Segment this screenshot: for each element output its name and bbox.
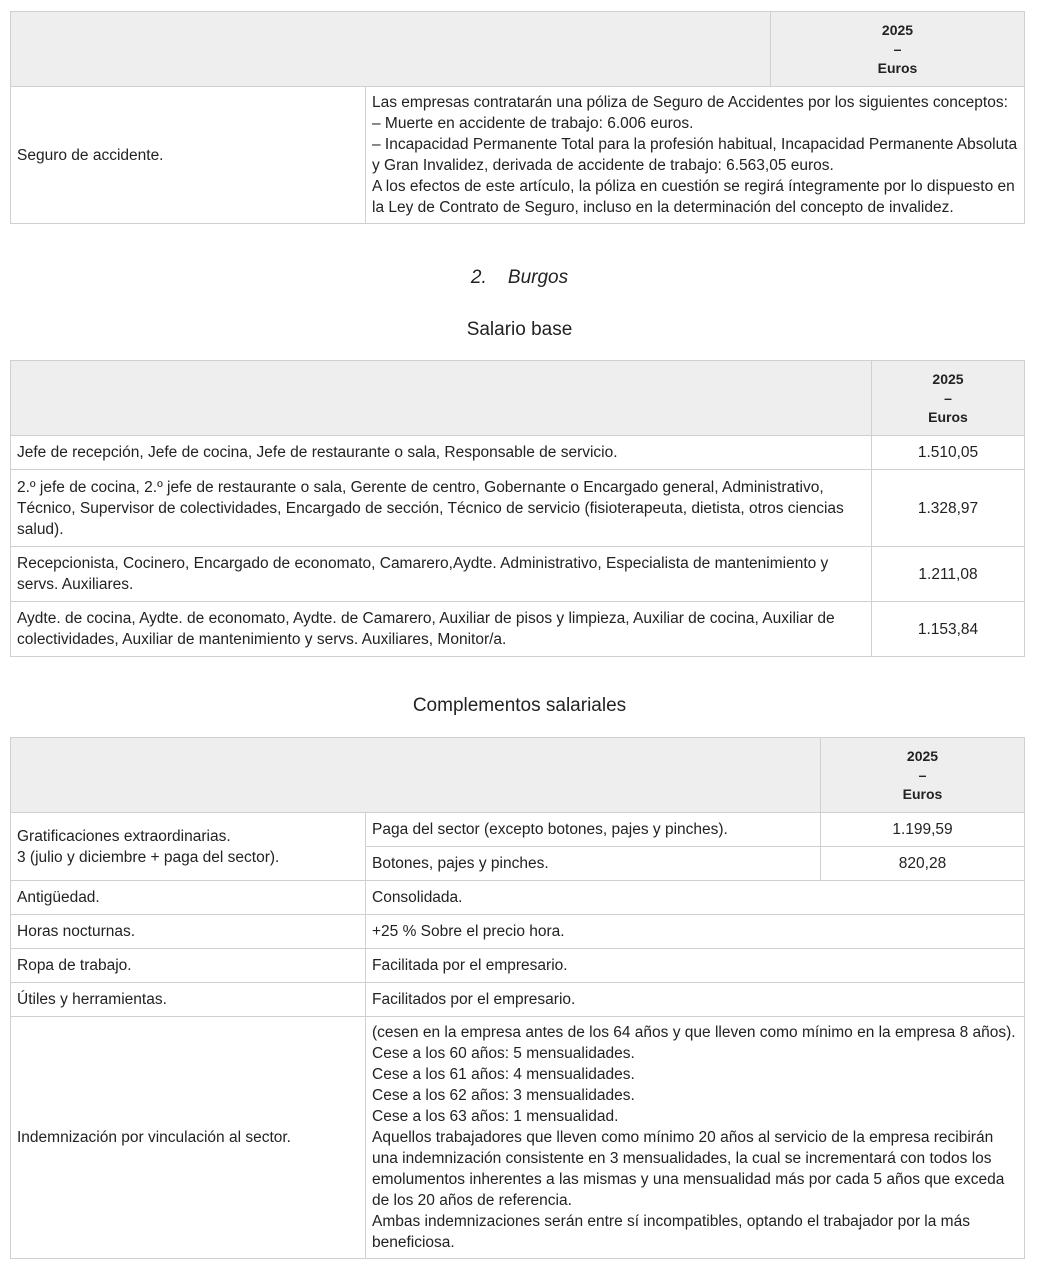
row-value: Facilitada por el empresario. — [366, 949, 1025, 983]
table-row — [11, 881, 1025, 915]
header-blank-cell — [11, 361, 872, 436]
row-value: Facilitados por el empresario. — [366, 983, 1025, 1017]
value-cell: 1.328,97 — [872, 470, 1025, 547]
table-row — [11, 1017, 1025, 1259]
category-cell: Jefe de recepción, Jefe de cocina, Jefe de restaurante o sala, Responsable de servicio. — [11, 436, 872, 470]
table-row — [11, 436, 1025, 470]
indemnizacion-description: (cesen en la empresa antes de los 64 años y que lleven como mínimo en la empresa 8 años). Cese a los 60 años: 5 mensualidades. Cese a los 61 años: 4 mensualidades. Cese a los 62 años: 3 mensualidades. Cese a los 63 años: 1 mensualidad. Aquellos trabajadores que lleven como mínimo 20 años al servicio de la empresa recibirán una indemnización consistente en 3 mensualidades, la cual se incrementará con todos los emolumentos inherentes a las mismas y una mensualidad más por cada 5 años que exceda de los 20 años de referencia. Ambas indemnizaciones serán entre sí incompatibles, optando el trabajador por la más beneficiosa. — [366, 1017, 1025, 1259]
section-heading: 2. Burgos — [470, 267, 569, 288]
table-row — [11, 915, 1025, 949]
sub-label-cell: Paga del sector (excepto botones, pajes y pinches). — [366, 813, 821, 847]
table-row — [11, 547, 1025, 602]
header-blank-cell — [11, 12, 771, 87]
row-value: +25 % Sobre el precio hora. — [366, 915, 1025, 949]
category-cell: Recepcionista, Cocinero, Encargado de economato, Camarero,Aydte. Administrativo, Especialista de mantenimiento y servs. Auxiliares. — [11, 547, 872, 602]
value-cell: 1.199,59 — [821, 813, 1025, 847]
table-row — [11, 470, 1025, 547]
header-year-cell: 2025 – Euros — [872, 361, 1025, 436]
salario-base-table — [10, 360, 1025, 657]
table-row — [11, 983, 1025, 1017]
category-cell: 2.º jefe de cocina, 2.º jefe de restaurante o sala, Gerente de centro, Gobernante o Encargado general, Administrativo, Técnico, Supervisor de colectividades, Encargado de sección, Técnico de servicio (fisioterapeuta, dietista, otros ciencias salud). — [11, 470, 872, 547]
value-cell: 820,28 — [821, 847, 1025, 881]
table-row — [11, 87, 1025, 224]
row-label: Horas nocturnas. — [11, 915, 366, 949]
gratificaciones-label: Gratificaciones extraordinarias. 3 (julio y diciembre + paga del sector). — [11, 813, 366, 881]
table-row — [11, 602, 1025, 657]
row-label: Útiles y herramientas. — [11, 983, 366, 1017]
value-cell: 1.211,08 — [872, 547, 1025, 602]
value-cell: 1.153,84 — [872, 602, 1025, 657]
header-year-cell: 2025 – Euros — [821, 738, 1025, 813]
header-blank-cell — [11, 738, 821, 813]
row-label: Antigüedad. — [11, 881, 366, 915]
row-label: Seguro de accidente. — [11, 87, 366, 224]
salario-base-title: Salario base — [466, 319, 573, 340]
row-value: Consolidada. — [366, 881, 1025, 915]
complementos-title: Complementos salariales — [412, 695, 627, 716]
table-row — [11, 949, 1025, 983]
seguro-accidente-table — [10, 11, 1025, 224]
category-cell: Aydte. de cocina, Aydte. de economato, Aydte. de Camarero, Auxiliar de pisos y limpieza, Auxiliar de cocina, Auxiliar de colectividades, Auxiliar de mantenimiento y servs. Auxiliares, Monitor/a. — [11, 602, 872, 657]
table-header-row — [11, 12, 1025, 87]
row-label: Ropa de trabajo. — [11, 949, 366, 983]
indemnizacion-label: Indemnización por vinculación al sector. — [11, 1017, 366, 1259]
header-year-cell: 2025 – Euros — [771, 12, 1025, 87]
table-row — [11, 813, 1025, 847]
table-header-row — [11, 738, 1025, 813]
sub-label-cell: Botones, pajes y pinches. — [366, 847, 821, 881]
table-header-row — [11, 361, 1025, 436]
value-cell: 1.510,05 — [872, 436, 1025, 470]
complementos-table — [10, 737, 1025, 1259]
row-description: Las empresas contratarán una póliza de Seguro de Accidentes por los siguientes conceptos: – Muerte en accidente de trabajo: 6.006 euros. – Incapacidad Permanente Total para la profesión habitual, Incapacidad Permanente Absoluta y Gran Invalidez, derivada de accidente de trabajo: 6.563,05 euros. A los efectos de este artículo, la póliza en cuestión se regirá íntegramente por lo dispuesto en la Ley de Contrato de Seguro, incluso en la determinación del concepto de invalidez. — [366, 87, 1025, 224]
